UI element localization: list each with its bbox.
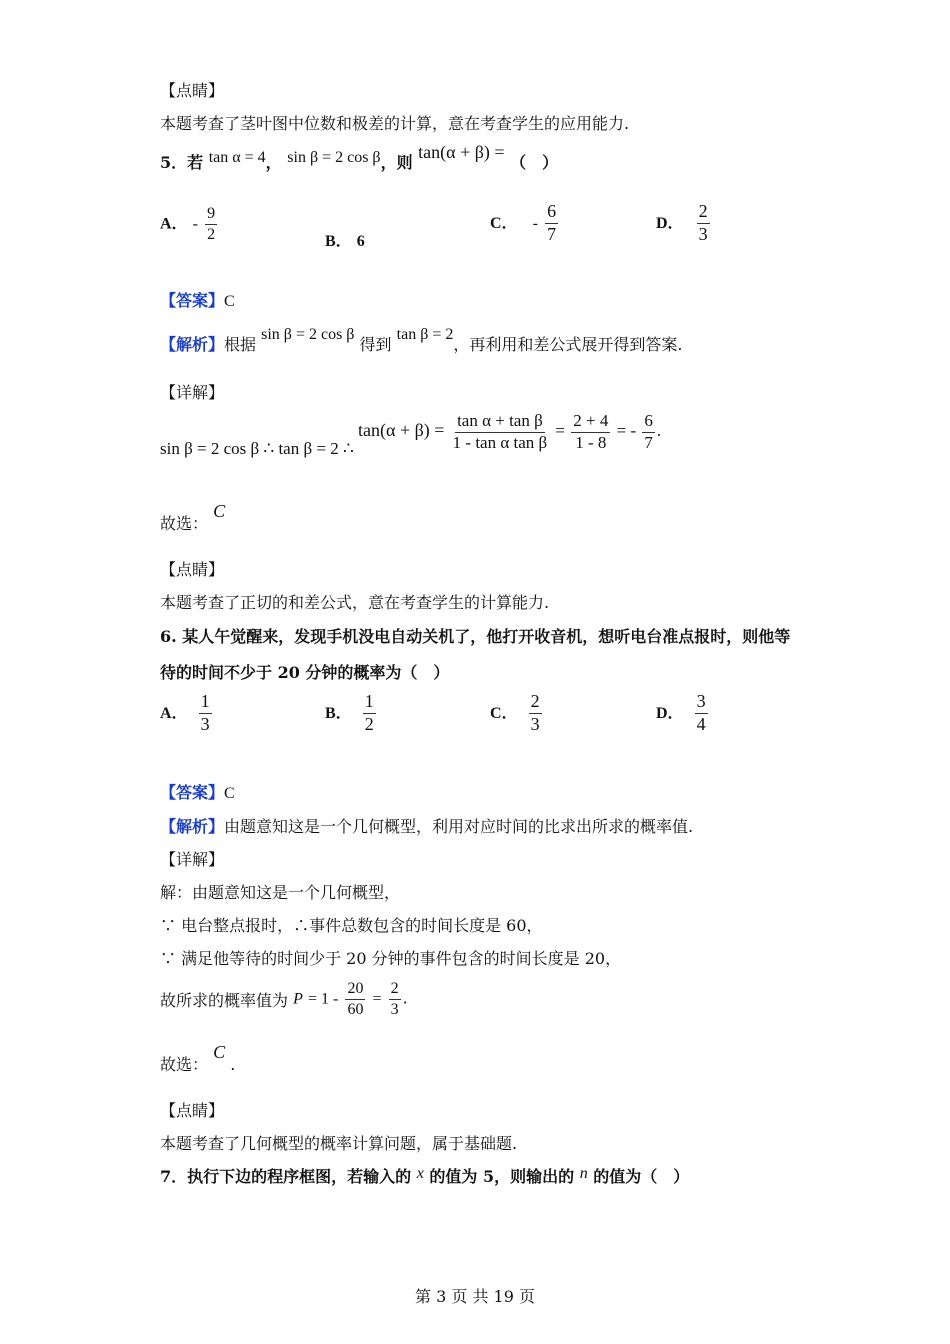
- frac-den: 1 - tan α tan β: [452, 432, 548, 452]
- choose-label: 故选：: [160, 1055, 209, 1074]
- answer-value: C: [224, 785, 235, 802]
- q6-option-b-frac: [363, 692, 376, 735]
- q6-answer: [160, 780, 235, 803]
- analysis-eq1: sin β = 2 cos β: [261, 326, 355, 343]
- detail-frac-2: [571, 412, 610, 452]
- q5-choose: [160, 501, 226, 534]
- frac-den: 2: [364, 713, 374, 734]
- frac-num: tan α + tan β: [455, 412, 545, 433]
- frac-num: 3: [695, 692, 708, 714]
- q7-stem: [160, 1164, 689, 1187]
- q6-analysis: [160, 814, 693, 837]
- q5-stem: [160, 142, 559, 173]
- q5-option-c-frac: [545, 202, 558, 245]
- choose-value: C: [213, 501, 226, 521]
- q6-option-d-frac: [695, 692, 708, 735]
- q5-option-d-label: D．: [656, 214, 684, 232]
- q5-option-c: [490, 202, 560, 245]
- frac-num: 6: [642, 412, 655, 433]
- frac-den: 7: [644, 432, 653, 452]
- q6-comment-heading: 【点睛】: [160, 1101, 225, 1120]
- q6-option-c: [490, 692, 544, 735]
- q6-option-d: [656, 692, 710, 735]
- q5-option-b-value: 6: [356, 233, 365, 250]
- analysis-text-b: 得到: [359, 335, 392, 354]
- q6-detail-line4: [160, 980, 408, 1018]
- line4-text: 故所求的概率值为: [160, 990, 289, 1010]
- comment-text-q4: 本题考查了茎叶图中位数和极差的计算，意在考查学生的应用能力.: [160, 114, 630, 133]
- comment-heading-q4: 【点睛】: [160, 81, 225, 100]
- q5-option-a-frac: [205, 205, 217, 243]
- q5-analysis: [160, 326, 683, 355]
- q6-option-c-label: C．: [490, 704, 518, 722]
- line4-frac-1: [345, 980, 365, 1018]
- q5-option-b-label: B．: [325, 233, 352, 250]
- frac-num: 2: [529, 692, 542, 714]
- frac-num: 9: [205, 205, 217, 225]
- q5-option-a-label: A．: [160, 215, 188, 233]
- frac-num: 2: [697, 202, 710, 224]
- frac-den: 2: [207, 225, 216, 243]
- detail-frac-3: [642, 412, 655, 452]
- q6-choose: [160, 1042, 236, 1075]
- q6-detail-line3: ∵ 满足他等待的时间少于 20 分钟的事件包含的时间长度是 20，: [160, 949, 622, 968]
- q5-detail-heading: 【详解】: [160, 383, 225, 402]
- answer-tag: 【答案】: [160, 291, 225, 310]
- q5-option-c-label: C．: [490, 214, 518, 232]
- frac-num: 1: [199, 692, 212, 714]
- q5-comment-text: 本题考查了正切的和差公式，意在考查学生的计算能力.: [160, 593, 550, 612]
- answer-value: C: [224, 293, 235, 310]
- q5-then: ，则: [380, 153, 413, 172]
- detail-eq-a: sin β = 2 cos β ∴ tan β = 2 ∴: [160, 439, 354, 459]
- q5-answer: [160, 288, 235, 311]
- q5-option-b: [325, 228, 365, 251]
- analysis-text-a: 根据: [224, 335, 257, 354]
- q7-text-a: 7．执行下边的程序框图，若输入的: [160, 1167, 412, 1186]
- detail-eq-b: tan(α + β) =: [358, 420, 445, 441]
- analysis-text: 由题意知这是一个几何概型，利用对应时间的比求出所求的概率值.: [224, 817, 694, 836]
- page-footer: 第 3 页 共 19 页: [415, 1287, 535, 1306]
- line4-eq: = 1 -: [307, 990, 339, 1008]
- line4-eq2: =: [372, 990, 382, 1008]
- q6-detail-line2: ∵ 电台整点报时，∴事件总数包含的时间长度是 60，: [160, 916, 543, 935]
- frac-num: 2: [389, 980, 401, 1000]
- q5-sep: ，: [265, 153, 282, 172]
- q5-comment-heading: 【点睛】: [160, 560, 225, 579]
- frac-den: 4: [696, 713, 706, 734]
- detail-frac-1: [451, 412, 550, 452]
- q6-comment-text: 本题考查了几何概型的概率计算问题，属于基础题.: [160, 1134, 518, 1153]
- frac-den: 7: [547, 223, 557, 244]
- frac-num: 2 + 4: [571, 412, 610, 433]
- q5-option-a: [160, 205, 219, 243]
- q6-option-b: [325, 692, 378, 735]
- q7-var-n: n: [579, 1165, 588, 1182]
- q6-option-b-label: B．: [325, 704, 352, 722]
- q5-cond1: tan α = 4: [208, 149, 266, 166]
- analysis-eq2: tan β = 2: [396, 326, 454, 343]
- frac-num: 20: [345, 980, 365, 1000]
- q7-var-x: x: [416, 1165, 424, 1182]
- q5-option-d: [656, 202, 712, 245]
- detail-end: .: [656, 421, 662, 441]
- q6-stem-line1: 6. 某人午觉醒来，发现手机没电自动关机了，他打开收音机，想听电台准点报时，则他等: [160, 627, 791, 646]
- q6-stem-line2: 待的时间不少于 20 分钟的概率为（ ）: [160, 663, 450, 682]
- choose-end: .: [230, 1055, 236, 1074]
- line4-p: P: [293, 990, 303, 1008]
- choose-label: 故选：: [160, 514, 209, 533]
- q6-option-a: [160, 692, 214, 735]
- frac-den: 3: [390, 1000, 399, 1018]
- choose-value: C: [213, 1042, 226, 1062]
- analysis-text-c: ，再利用和差公式展开得到答案.: [453, 335, 683, 354]
- q5-paren: （ ）: [510, 153, 559, 172]
- line4-frac-2: [389, 980, 401, 1018]
- frac-num: 6: [545, 202, 558, 224]
- q5-option-d-frac: [697, 202, 710, 245]
- answer-tag: 【答案】: [160, 783, 225, 802]
- line4-end: .: [402, 988, 408, 1008]
- q7-text-c: 的值为（ ）: [593, 1167, 690, 1186]
- detail-eq-c: = -: [616, 421, 637, 441]
- q5-prefix: 5．若: [160, 153, 204, 172]
- q5-target: tan(α + β) =: [418, 142, 505, 162]
- q7-text-b: 的值为 5，则输出的: [429, 1167, 575, 1186]
- q6-detail-line1: 解：由题意知这是一个几何概型，: [160, 883, 401, 902]
- q5-option-c-sign: -: [532, 214, 538, 232]
- analysis-tag: 【解析】: [160, 335, 225, 354]
- q6-option-c-frac: [529, 692, 542, 735]
- q6-detail-heading: 【详解】: [160, 850, 225, 869]
- frac-den: 1 - 8: [575, 432, 607, 452]
- frac-den: 60: [347, 1000, 364, 1018]
- q5-cond2: sin β = 2 cos β: [287, 149, 381, 166]
- q6-option-a-label: A．: [160, 704, 188, 722]
- q5-detail-equation: sin β = 2 cos β ∴ tan β = 2 ∴ tan(α + β) = $\frac{\text{tan α + tan β}}{\text{1 - tan α tan β}}$ = $\frac{2 + 4}{1 - 8}$ = - $\frac{6}{7}$ .: [160, 411, 662, 459]
- q6-option-d-label: D．: [656, 704, 684, 722]
- q6-option-a-frac: [199, 692, 212, 735]
- frac-num: 1: [363, 692, 376, 714]
- frac-den: 3: [530, 713, 540, 734]
- q5-option-a-sign: -: [192, 215, 198, 233]
- frac-den: 3: [200, 713, 210, 734]
- frac-den: 3: [698, 223, 708, 244]
- analysis-tag: 【解析】: [160, 817, 225, 836]
